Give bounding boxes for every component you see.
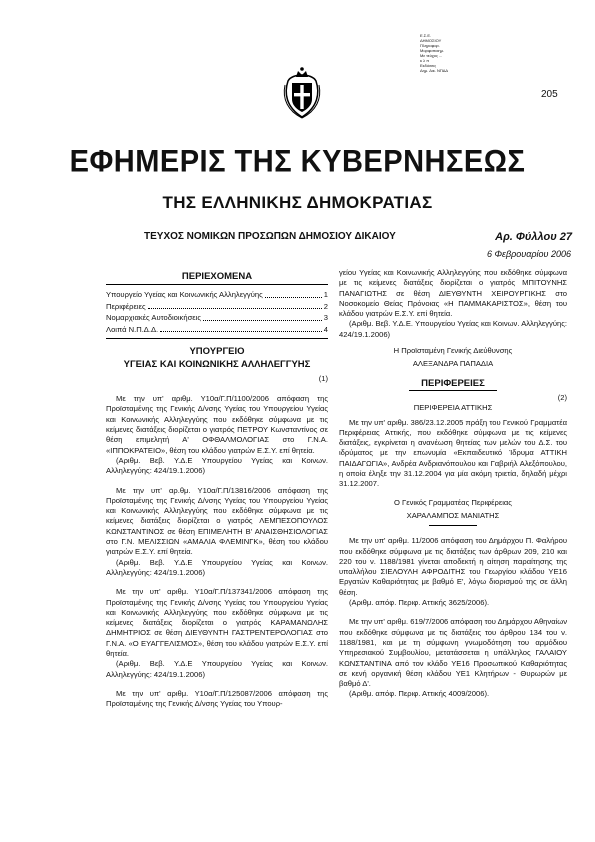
decision-paragraph: Με την υπ' αριθμ. 619/7/2006 απόφαση του Δημάρχου Αθηναίων που εκδόθηκε σύμφωνα με τις διατάξεις του άρθρου 134 του ν. 1188/1981, και με τη σύμφωνη γνωμοδότηση του αρμόδιου Υπηρεσιακού Συμβουλίου, μετατάσσεται η υπάλληλος ΓΑΛΑΙΟΥ ΚΩΝΣΤΑΝΤΙΝΑ από τον κλάδο ΥΕ16 Προσωπικού Καθαριότητας σε κενή οργανική θέση κλάδου ΥΕ1 Κλητήρων - Θυρωρών με βαθμό Δ'. — [339, 617, 567, 689]
left-column — [106, 268, 328, 710]
ministry-heading: ΥΓΕΙΑΣ ΚΑΙ ΚΟΙΝΩΝΙΚΗΣ ΑΛΛΗΛΕΓΓΥΗΣ — [123, 358, 311, 370]
issue-date: 6 Φεβρουαρίου 2006 — [486, 249, 571, 259]
signer-name: ΧΑΡΑΛΑΜΠΟΣ ΜΑΝΙΑΤΗΣ — [406, 510, 500, 520]
toc-item-label: Υπουργείο Υγείας και Κοινωνικής Αλληλεγγύης — [106, 290, 263, 300]
stamp-line: Ε.Σ.Ε. — [420, 33, 432, 38]
section-number: (2) — [557, 392, 567, 402]
toc-item-page: 4 — [323, 324, 328, 334]
decision-paragraph: Με την υπ' αριθμ. Υ10α/Γ.Π/137341/2006 απόφαση της Προϊσταμένης της Γενικής Δ/νσης Υγείας του Υπουργείου Υγείας και Κοινωνικής Αλληλεγγύης που εκδόθηκε σύμφωνα με τις κείμενες διατάξεις διορίζεται ο γιατρός ΚΑΡΑΜΑΝΩΛΗΣ ΔΗΜΗΤΡΙΟΣ σε θέση ΔΙΕΥΘΥΝΤΗ ΓΑΣΤΡΕΝΤΕΡΟΛΟΓΙΑΣ στο Γ.Ν.Α. «Ο ΕΥΑΓΓΕΛΙΣΜΟΣ», θέση του κλάδου γιατρών Ε.Σ.Υ. επί θητεία. — [106, 587, 328, 659]
toc-item[interactable] — [106, 289, 328, 301]
decision-reference: (Αριθμ. Βεβ. Υ.Δ.Ε Υπουργείου Υγείας και Κοινων. Αλληλεγγύης: 424/19.1.2006) — [106, 455, 328, 476]
signer-title: Ο Γενικός Γραμματέας Περιφέρειας — [394, 497, 512, 507]
decision-paragraph: Με την υπ' αριθμ. 386/23.12.2005 πράξη του Γενικού Γραμματέα Περιφέρειας Αττικής, που εκδόθηκε σύμφωνα με τις κείμενες διατάξεις, εγκρίνεται η ανανέωση θητείας των μελών του Δ.Σ. του ιδρύματος με την επωνυμία «Εκπαιδευτικό Ίδρυμα ΑΤΤΙΚΗ ΠΑΙΔΑΓΩΓΙΑ», Ανδρέα Ανδριανόπουλου και Γαβριήλ Αλεξόπουλου, η οποία έληξε την 31.12.2004 για μία ακόμη τριετία, δηλαδή μέχρι 31.12.2007. — [339, 417, 567, 489]
toc-item[interactable] — [106, 312, 328, 324]
decision-paragraph: Με την υπ' αριθμ. 11/2006 απόφαση του Δημάρχου Π. Φαλήρου που εκδόθηκε σύμφωνα με τις διατάξεις των άρθρων 209, 210 και 220 του ν. 1188/1981 γίνεται αποδεκτή η αίτηση παραίτησης της υπαλλήλου ΣΙΕΛΟΥΛΗ ΑΦΡΟΔΙΤΗΣ του Γεωργίου κλάδου ΥΕ16 Εργατών Καθαριότητας με βαθμό Ε', λόγω διορισμού της σε άλλη θέση. — [339, 536, 567, 597]
signer-title: Η Προϊσταμένη Γενικής Διεύθυνσης — [393, 346, 513, 356]
stamp-line: Με τεύχος ... — [420, 53, 443, 58]
divider — [106, 338, 328, 339]
page-number: 205 — [541, 89, 558, 100]
decision-paragraph: Με την υπ' αρ.θμ. Υ10α/Γ.Π/13816/2006 απόφαση της Προϊσταμένης της Γενικής Δ/νσης Υγείας του Υπουργείου Υγείας και Κοινωνικής Αλληλεγγύης που εκδόθηκε σύμφωνα με τις κείμενες διατάξεις διορίζεται ο γιατρός ΛΕΜΠΕΣΟΠΟΥΛΟΣ ΚΩΝΣΤΑΝΤΙΝΟΣ σε θέση ΕΠΙΜΕΛΗΤΗ Β' ΑΝΑΙΣΘΗΣΙΟΛΟΓΙΑΣ στο Γ.Ν. ΜΕΛΙΣΣΙΩΝ «ΑΜΑΛΙΑ ΦΛΕΜΙΝΓΚ», θέση του κλάδου γιατρών Ε.Σ.Υ. επί θητεία. — [106, 485, 328, 557]
toc-item-page: 3 — [323, 313, 328, 323]
toc-item[interactable] — [106, 324, 328, 336]
section-number: (1) — [318, 373, 328, 383]
toc-item-page: 2 — [323, 301, 328, 311]
decision-reference: (Αριθμ. απόφ. Περιφ. Αττικής 4009/2006). — [349, 689, 490, 699]
region-name: ΠΕΡΙΦΕΡΕΙΑ ΑΤΤΙΚΗΣ — [413, 403, 493, 413]
toc-item-label: Νομαρχιακές Αυτοδιοικήσεις — [106, 313, 201, 323]
stamp-line: Μορφοποιημ. — [420, 48, 445, 53]
stamp-line: ΔΗΜΟΣΙΟΥ — [420, 38, 442, 43]
divider — [429, 525, 477, 526]
decision-reference: (Αριθμ. Βεβ. Υ.Δ.Ε Υπουργείου Υγείας και Κοινων. Αλληλεγγύης: 424/19.1.2006) — [106, 557, 328, 577]
toc-heading: ΠΕΡΙΕΧΟΜΕΝΑ — [181, 271, 253, 282]
ministry-heading: ΥΠΟΥΡΓΕΙΟ — [189, 346, 245, 358]
decision-paragraph: Με την υπ' αριθμ. Υ10α/Γ.Π/125087/2006 απόφαση της Προϊσταμένης της Γενικής Δ/νσης Υγείας του Υπουρ- — [106, 688, 328, 709]
toc-item-label: Περιφέρειες — [106, 301, 146, 311]
toc-item[interactable] — [106, 301, 328, 313]
decision-reference: (Αριθμ. Βεβ. Υ.Δ.Ε Υπουργείου Υγείας και Κοινων. Αλληλεγγύης: 424/19.1.2006) — [106, 659, 328, 679]
stamp-line: Δημ. Δικ. ΝΠΔΔ — [420, 68, 449, 73]
toc-item-label: Λοιπά Ν.Π.Δ.Δ. — [106, 324, 159, 334]
coat-of-arms-icon — [282, 63, 322, 119]
decision-reference: (Αριθμ. Βεβ. Υ.Δ.Ε. Υπουργείου Υγείας και Κοινων. Αλληλεγγύης: 424/19.1.2006) — [339, 319, 567, 339]
toc-item-page: 1 — [323, 290, 328, 300]
stamp-line: κ λ π — [420, 58, 429, 63]
stamp-line: Εκδόσεις — [420, 63, 437, 68]
divider — [106, 284, 328, 285]
right-column — [339, 268, 567, 700]
decision-paragraph: Με την υπ' αριθμ. Υ10α/Γ.Π/1100/2006 απόφαση της Προϊσταμένης της Γενικής Δ/νσης Υγείας του Υπουργείου Υγείας και Κοινωνικής Αλληλεγγύης που εκδόθηκε σύμφωνα με τις κείμενες διατάξεις διορίζεται ο γιατρός ΠΕΤΡΟΥ Κωνσταντίνος σε θέση επιμελητή Α' ΟΦΘΑΛΜΟΛΟΓΙΑΣ στο Γ.Ν.Α. «ΙΠΠΟΚΡΑΤΕΙΟ», θέση του κλάδου γιατρών Ε.Σ.Υ. επί θητεία. — [106, 394, 328, 455]
routing-stamp — [420, 33, 500, 73]
decision-paragraph: γείου Υγείας και Κοινωνικής Αλληλεγγύης που εκδόθηκε σύμφωνα με τις κείμενες διατάξεις διορίζεται ο γιατρός ΜΠΙΤΟΥΝΗΣ ΠΑΝΑΓΙΩΤΗΣ σε θέση ΔΙΕΥΘΥΝΤΗ ΧΕΙΡΟΥΡΓΙΚΗΣ στο Νοσοκομείο Θείας Πρόνοιας «Η ΠΑΜΜΑΚΑΡΙΣΤΟΣ», θέση του κλάδου γιατρών Ε.Σ.Υ. επί θητεία. — [339, 268, 567, 319]
regions-heading: ΠΕΡΙΦΕΡΕΙΕΣ — [421, 377, 485, 389]
decision-reference: (Αριθμ. απόφ. Περιφ. Αττικής 3625/2006). — [349, 598, 490, 608]
signer-name: ΑΛΕΞΑΝΔΡΑ ΠΑΠΑΔΙΑ — [412, 359, 494, 369]
divider — [409, 390, 497, 391]
gazette-title: ΕΦΗΜΕΡΙΣ ΤΗΣ ΚΥΒΕΡΝΗΣΕΩΣ — [69, 144, 526, 180]
gazette-subtitle: ΤΗΣ ΕΛΛΗΝΙΚΗΣ ΔΗΜΟΚΡΑΤΙΑΣ — [162, 193, 433, 212]
issue-series: ΤΕΥΧΟΣ ΝΟΜΙΚΩΝ ΠΡΟΣΩΠΩΝ ΔΗΜΟΣΙΟΥ ΔΙΚΑΙΟΥ — [144, 231, 396, 242]
stamp-line: Πληροφορ. — [420, 43, 440, 48]
sheet-number: Αρ. Φύλλου 27 — [495, 231, 572, 243]
